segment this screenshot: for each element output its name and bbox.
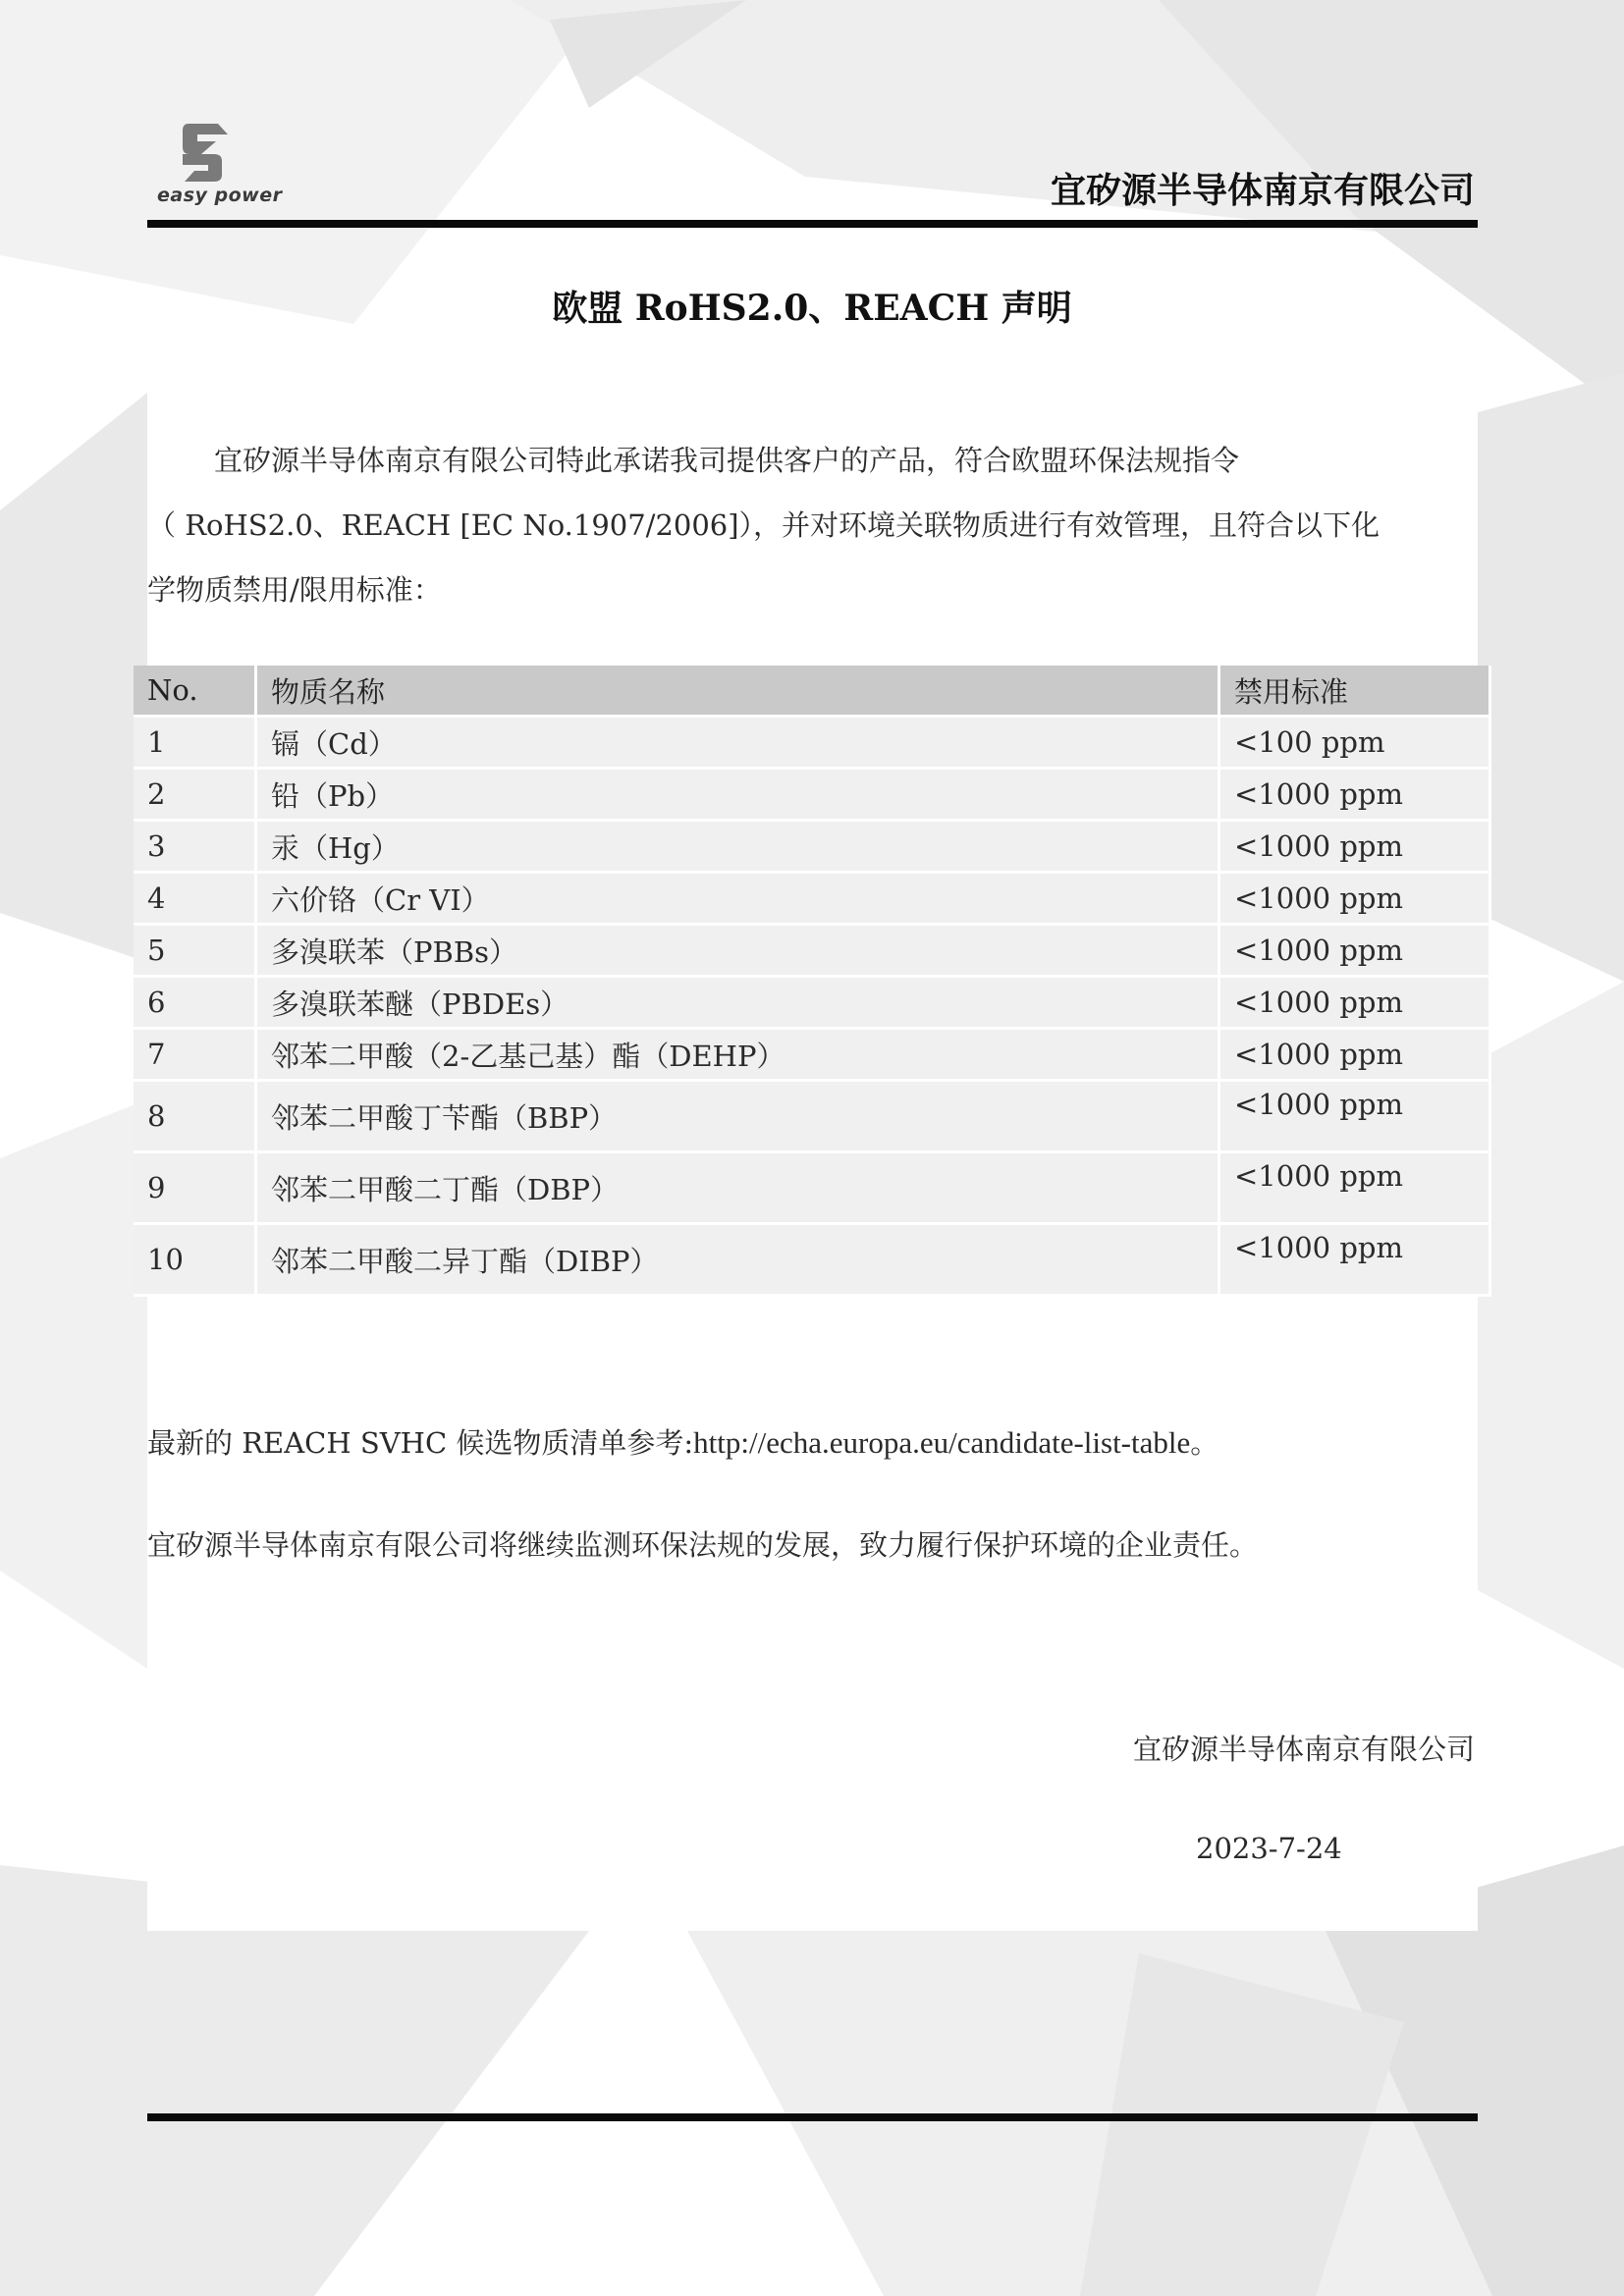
table-row — [134, 874, 1491, 926]
footer-rule — [147, 2113, 1478, 2121]
cell-no: 6 — [134, 978, 257, 1030]
cell-no: 9 — [134, 1153, 257, 1225]
cell-limit: <1000 ppm — [1220, 822, 1491, 874]
table-row — [134, 770, 1491, 822]
table-header-row — [134, 666, 1491, 718]
header-company-name: 宜矽源半导体南京有限公司 — [1050, 171, 1475, 211]
table-row — [134, 978, 1491, 1030]
cell-no: 3 — [134, 822, 257, 874]
cell-limit: <1000 ppm — [1220, 874, 1491, 926]
table-row — [134, 718, 1491, 770]
cell-substance: 铅（Pb） — [257, 770, 1220, 822]
cell-substance: 多溴联苯（PBBs） — [257, 926, 1220, 978]
svhc-reference — [147, 1421, 1483, 1462]
intro-paragraph — [147, 428, 1483, 622]
cell-no: 2 — [134, 770, 257, 822]
cell-limit: <1000 ppm — [1220, 1153, 1491, 1225]
cell-substance: 邻苯二甲酸二丁酯（DBP） — [257, 1153, 1220, 1225]
cell-substance: 镉（Cd） — [257, 718, 1220, 770]
table-row — [134, 1153, 1491, 1225]
reference-suffix: 。 — [1190, 1426, 1219, 1460]
substance-table — [134, 666, 1491, 1297]
cell-limit: <1000 ppm — [1220, 1082, 1491, 1153]
table-row — [134, 926, 1491, 978]
signature-company: 宜矽源半导体南京有限公司 — [1132, 1733, 1475, 1766]
cell-no: 7 — [134, 1030, 257, 1082]
cell-limit: <1000 ppm — [1220, 1225, 1491, 1297]
cell-no: 8 — [134, 1082, 257, 1153]
signature-date: 2023-7-24 — [1196, 1832, 1342, 1865]
column-header-no: No. — [134, 666, 257, 718]
cell-substance: 邻苯二甲酸（2-乙基己基）酯（DEHP） — [257, 1030, 1220, 1082]
cell-limit: <1000 ppm — [1220, 926, 1491, 978]
cell-no: 1 — [134, 718, 257, 770]
commitment-statement: 宜矽源半导体南京有限公司将继续监测环保法规的发展，致力履行保护环境的企业责任。 — [147, 1528, 1259, 1562]
table-row — [134, 1225, 1491, 1297]
cell-no: 5 — [134, 926, 257, 978]
logo-wordmark: easy power — [157, 185, 283, 206]
header-rule — [147, 220, 1478, 228]
cell-limit: <100 ppm — [1220, 718, 1491, 770]
reference-prefix: 最新的 REACH SVHC 候选物质清单参考: — [147, 1426, 694, 1460]
intro-line: （ RoHS2.0、REACH [EC No.1907/2006]），并对环境关联物质进行有效管理，且符合以下化 — [147, 508, 1380, 542]
intro-line: 学物质禁用/限用标准： — [147, 573, 442, 607]
table-row — [134, 822, 1491, 874]
cell-limit: <1000 ppm — [1220, 1030, 1491, 1082]
intro-line: 宜矽源半导体南京有限公司特此承诺我司提供客户的产品，符合欧盟环保法规指令 — [214, 444, 1240, 477]
cell-substance: 邻苯二甲酸丁苄酯（BBP） — [257, 1082, 1220, 1153]
table-row — [134, 1082, 1491, 1153]
column-header-substance: 物质名称 — [257, 666, 1220, 718]
cell-limit: <1000 ppm — [1220, 978, 1491, 1030]
cell-substance: 邻苯二甲酸二异丁酯（DIBP） — [257, 1225, 1220, 1297]
cell-substance: 多溴联苯醚（PBDEs） — [257, 978, 1220, 1030]
column-header-limit: 禁用标准 — [1220, 666, 1491, 718]
cell-substance: 六价铬（Cr VI） — [257, 874, 1220, 926]
candidate-list-link[interactable]: http://echa.europa.eu/candidate-list-table — [693, 1425, 1191, 1460]
page-title: 欧盟 RoHS2.0、REACH 声明 — [552, 288, 1072, 329]
cell-limit: <1000 ppm — [1220, 770, 1491, 822]
cell-no: 10 — [134, 1225, 257, 1297]
cell-substance: 汞（Hg） — [257, 822, 1220, 874]
cell-no: 4 — [134, 874, 257, 926]
table-row — [134, 1030, 1491, 1082]
